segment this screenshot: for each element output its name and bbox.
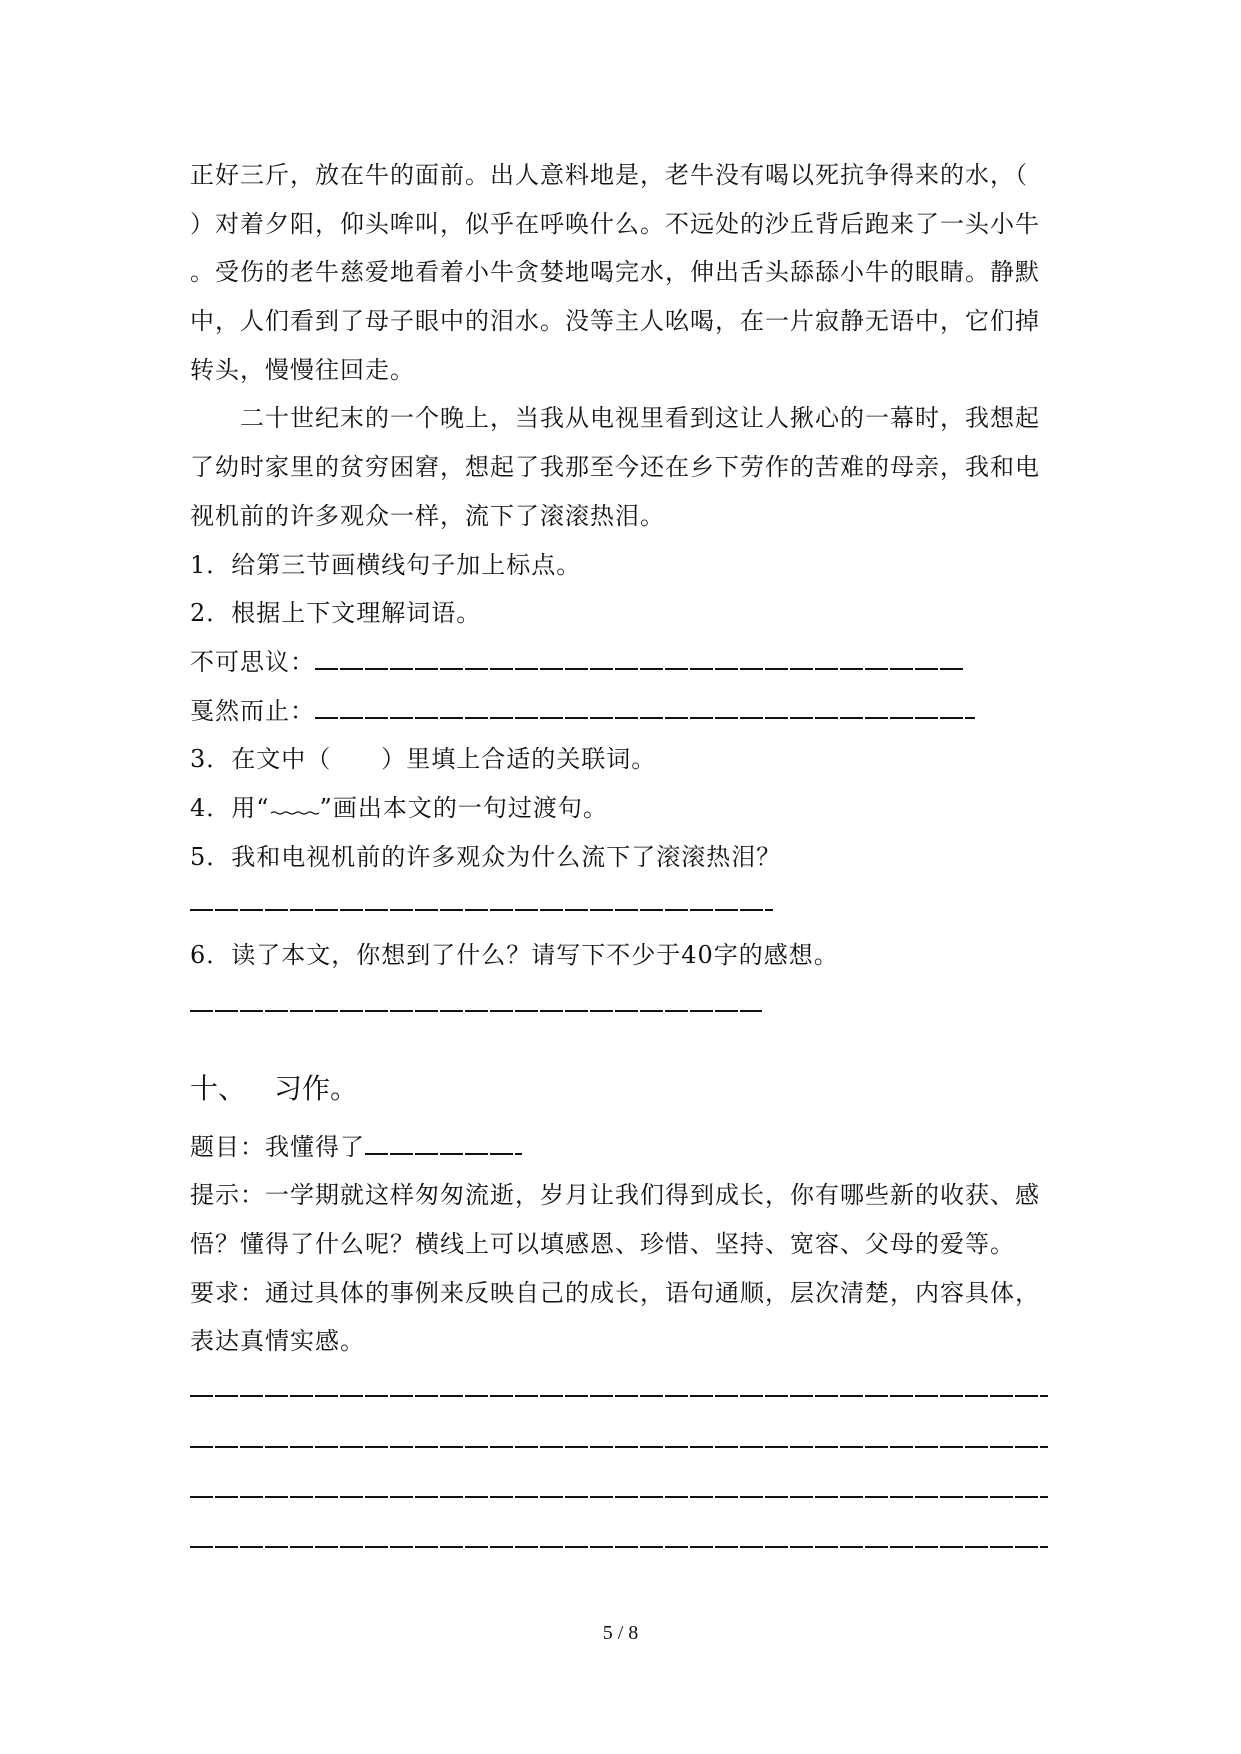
question-6-block — [190, 931, 1048, 980]
question-2-term-2 — [190, 687, 1048, 736]
passage-line: 正好三斤，放在牛的面前。出人意料地是，老牛没有喝以死抗争得来的水，（ — [190, 161, 1028, 189]
passage-line: 转头，慢慢往回走。 — [190, 355, 415, 384]
passage-line: 。受伤的老牛慈爱地看着小牛贪婪地喝完水，伸出舌头舔舔小牛的眼睛。静默 — [190, 258, 1040, 287]
page-number: 5 / 8 — [602, 1622, 639, 1644]
writing-line — [190, 1395, 1048, 1397]
composition-title-label: 题目：我懂得了 — [190, 1132, 365, 1161]
requirement-line: 要求：通过具体的事例来反映自己的成长，语句通顺，层次清楚，内容具体， — [190, 1278, 1040, 1307]
passage-line: ）对着夕阳，仰头哞叫，似乎在呼唤什么。不远处的沙丘背后跑来了一头小牛 — [190, 209, 1040, 238]
reading-passage — [190, 151, 1048, 881]
question-4-text-end: ”画出本文的一句过渡句。 — [319, 793, 608, 822]
composition-instructions — [190, 1123, 1048, 1366]
term-label: 不可思议： — [190, 647, 315, 676]
passage-line: 中，人们看到了母子眼中的泪水。没等主人吆喝，在一片寂静无语中，它们掉 — [190, 307, 1040, 336]
section-heading — [190, 1065, 358, 1113]
writing-line — [190, 1446, 1048, 1448]
question-4 — [190, 784, 1048, 833]
question-2-term-1 — [190, 638, 1048, 687]
hint-line: 悟？懂得了什么呢？横线上可以填感恩、珍惜、坚持、宽容、父母的爱等。 — [190, 1229, 1015, 1258]
writing-line — [190, 1496, 1048, 1498]
wavy-underline-mark — [270, 808, 320, 816]
question-4-text-start: 4．用“ — [190, 793, 270, 822]
passage-line: 了幼时家里的贫穷困窘，想起了我那至今还在乡下劳作的苦难的母亲，我和电 — [190, 453, 1040, 482]
question-1: 1．给第三节画横线句子加上标点。 — [190, 550, 582, 579]
section-number: 十、 — [190, 1072, 247, 1105]
composition-title — [190, 1123, 1048, 1172]
answer-line — [190, 1010, 762, 1012]
question-6: 6．读了本文，你想到了什么？请写下不少于40字的感想。 — [190, 940, 839, 969]
hint-line: 提示：一学期就这样匆匆流逝，岁月让我们得到成长，你有哪些新的收获、感 — [190, 1181, 1040, 1210]
question-5: 5．我和电视机前的许多观众为什么流下了滚滚热泪？ — [190, 842, 782, 871]
term-label: 戛然而止： — [190, 696, 315, 725]
requirement-line: 表达真情实感。 — [190, 1327, 365, 1356]
answer-blank — [315, 668, 963, 670]
answer-blank — [315, 717, 975, 719]
question-3: 3．在文中（ ）里填上合适的关联词。 — [190, 745, 657, 774]
passage-line: 二十世纪末的一个晚上，当我从电视里看到这让人揪心的一幕时，我想起 — [240, 404, 1040, 433]
question-2: 2．根据上下文理解词语。 — [190, 599, 482, 628]
answer-line — [190, 909, 773, 911]
passage-line: 视机前的许多观众一样，流下了滚滚热泪。 — [190, 501, 665, 530]
title-blank — [365, 1153, 522, 1155]
section-title: 习作。 — [274, 1072, 359, 1105]
writing-line — [190, 1546, 1048, 1548]
